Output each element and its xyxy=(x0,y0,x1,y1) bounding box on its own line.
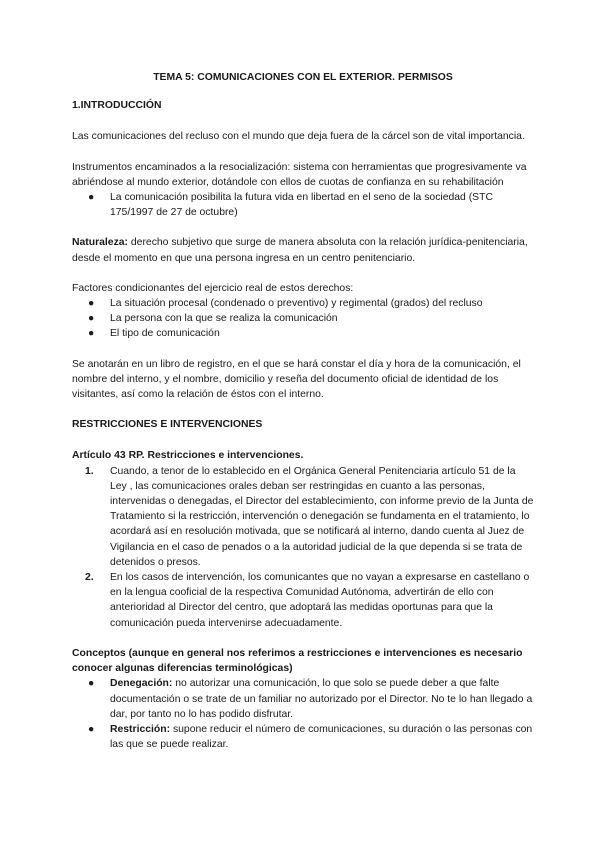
paragraph-registro: Se anotarán en un libro de registro, en el que se hará constar el día y hora de la comunicación, el nombre del interno, y el nombre, domicilio y reseña del documento oficial de identidad de los visitantes, así como la relación de éstos con el interno. xyxy=(72,358,521,401)
item-number: 2. xyxy=(85,572,94,584)
paragraph-naturaleza: Naturaleza: derecho subjetivo que surge de manera absoluta con la relación jurídica-penitenciaria, desde el momento en que una persona ingresa en un centro penitenciario. xyxy=(72,237,528,264)
list-item: ● El tipo de comunicación xyxy=(72,326,534,341)
articulo-heading: Artículo 43 RP. Restricciones e intervenciones. xyxy=(72,450,304,462)
list-item: ● Denegación: no autorizar una comunicación, lo que solo se puede deber a que falte documentación o se trate de un familiar no autorizado por el Director. No te lo han llegado a dar, por tanto no lo has podido disfrutar. xyxy=(88,678,533,720)
bullet-icon: ● xyxy=(88,298,95,310)
list-item: ● Restricción: supone reducir el número de comunicaciones, su duración o las personas con las que se puede realizar. xyxy=(88,723,533,751)
bullet-icon: ● xyxy=(88,192,95,204)
paragraph-factores: Factores condicionantes del ejercicio real de estos derechos: xyxy=(72,282,354,294)
bullet-icon: ● xyxy=(88,678,95,690)
naturaleza-label: Naturaleza: xyxy=(72,237,129,249)
document-title: TEMA 5: COMUNICACIONES CON EL EXTERIOR. PERMISOS xyxy=(153,72,453,83)
item-number: 1. xyxy=(85,465,94,477)
bullet-icon: ● xyxy=(88,328,95,340)
section-heading-introduccion: 1.INTRODUCCIÓN xyxy=(72,100,162,112)
list-item: ● La persona con la que se realiza la comunicación xyxy=(72,311,534,326)
list-item: 1. Cuando, a tenor de lo establecido en el Orgánica General Penitenciaria artículo 51 de la Ley , las comunicaciones orales deban ser restringidas en cuanto a las personas, intervenidas o denegadas, el Director del establecimiento, con informe previo de la Junta de Tratamiento si la restricción, intervención o denegación se fundamenta en el tratamiento, lo acordará así en resolución motivada, que se notificará al interno, dando cuenta al Juez de Vigilancia en el caso de penados o a la autoridad judicial de la que dependa si se trata de detenidos o presos. xyxy=(85,465,534,568)
document-page xyxy=(72,70,534,767)
bullet-icon: ● xyxy=(88,723,95,735)
concept-term: Restricción: xyxy=(110,723,171,735)
section-heading-restricciones: RESTRICCIONES E INTERVENCIONES xyxy=(72,419,263,431)
list-instrumentos xyxy=(72,190,534,220)
paragraph-instrumentos: Instrumentos encaminados a la resocialización: sistema con herramientas que progresivamente va abriéndose al mundo exterior, dotándole con ellos de cuotas de confianza en su rehabilitación xyxy=(72,161,527,188)
conceptos-heading: Conceptos (aunque en general nos referimos a restricciones e intervenciones es necesario conocer algunas diferencias terminológicas) xyxy=(72,647,523,675)
list-articulo xyxy=(72,464,534,631)
paragraph-importancia: Las comunicaciones del recluso con el mundo que deja fuera de la cárcel son de vital importancia. xyxy=(72,131,525,143)
list-item: ● La comunicación posibilita la futura vida en libertad en el seno de la sociedad (STC 175/1997 de 27 de octubre) xyxy=(88,192,493,219)
bullet-icon: ● xyxy=(88,313,95,325)
list-item: ● La situación procesal (condenado o preventivo) y regimental (grados) del recluso xyxy=(72,296,534,311)
list-item: 2. En los casos de intervención, los comunicantes que no vayan a expresarse en castellano o en la lengua cooficial de la respectiva Comunidad Autónoma, advertirán de ello con anterioridad al Director del centro, que adoptará las medidas oportunas para que la comunicación pueda intervenirse adecuadamente. xyxy=(85,572,530,629)
list-conceptos xyxy=(72,676,534,752)
list-factores xyxy=(72,296,534,342)
concept-term: Denegación: xyxy=(110,678,173,690)
